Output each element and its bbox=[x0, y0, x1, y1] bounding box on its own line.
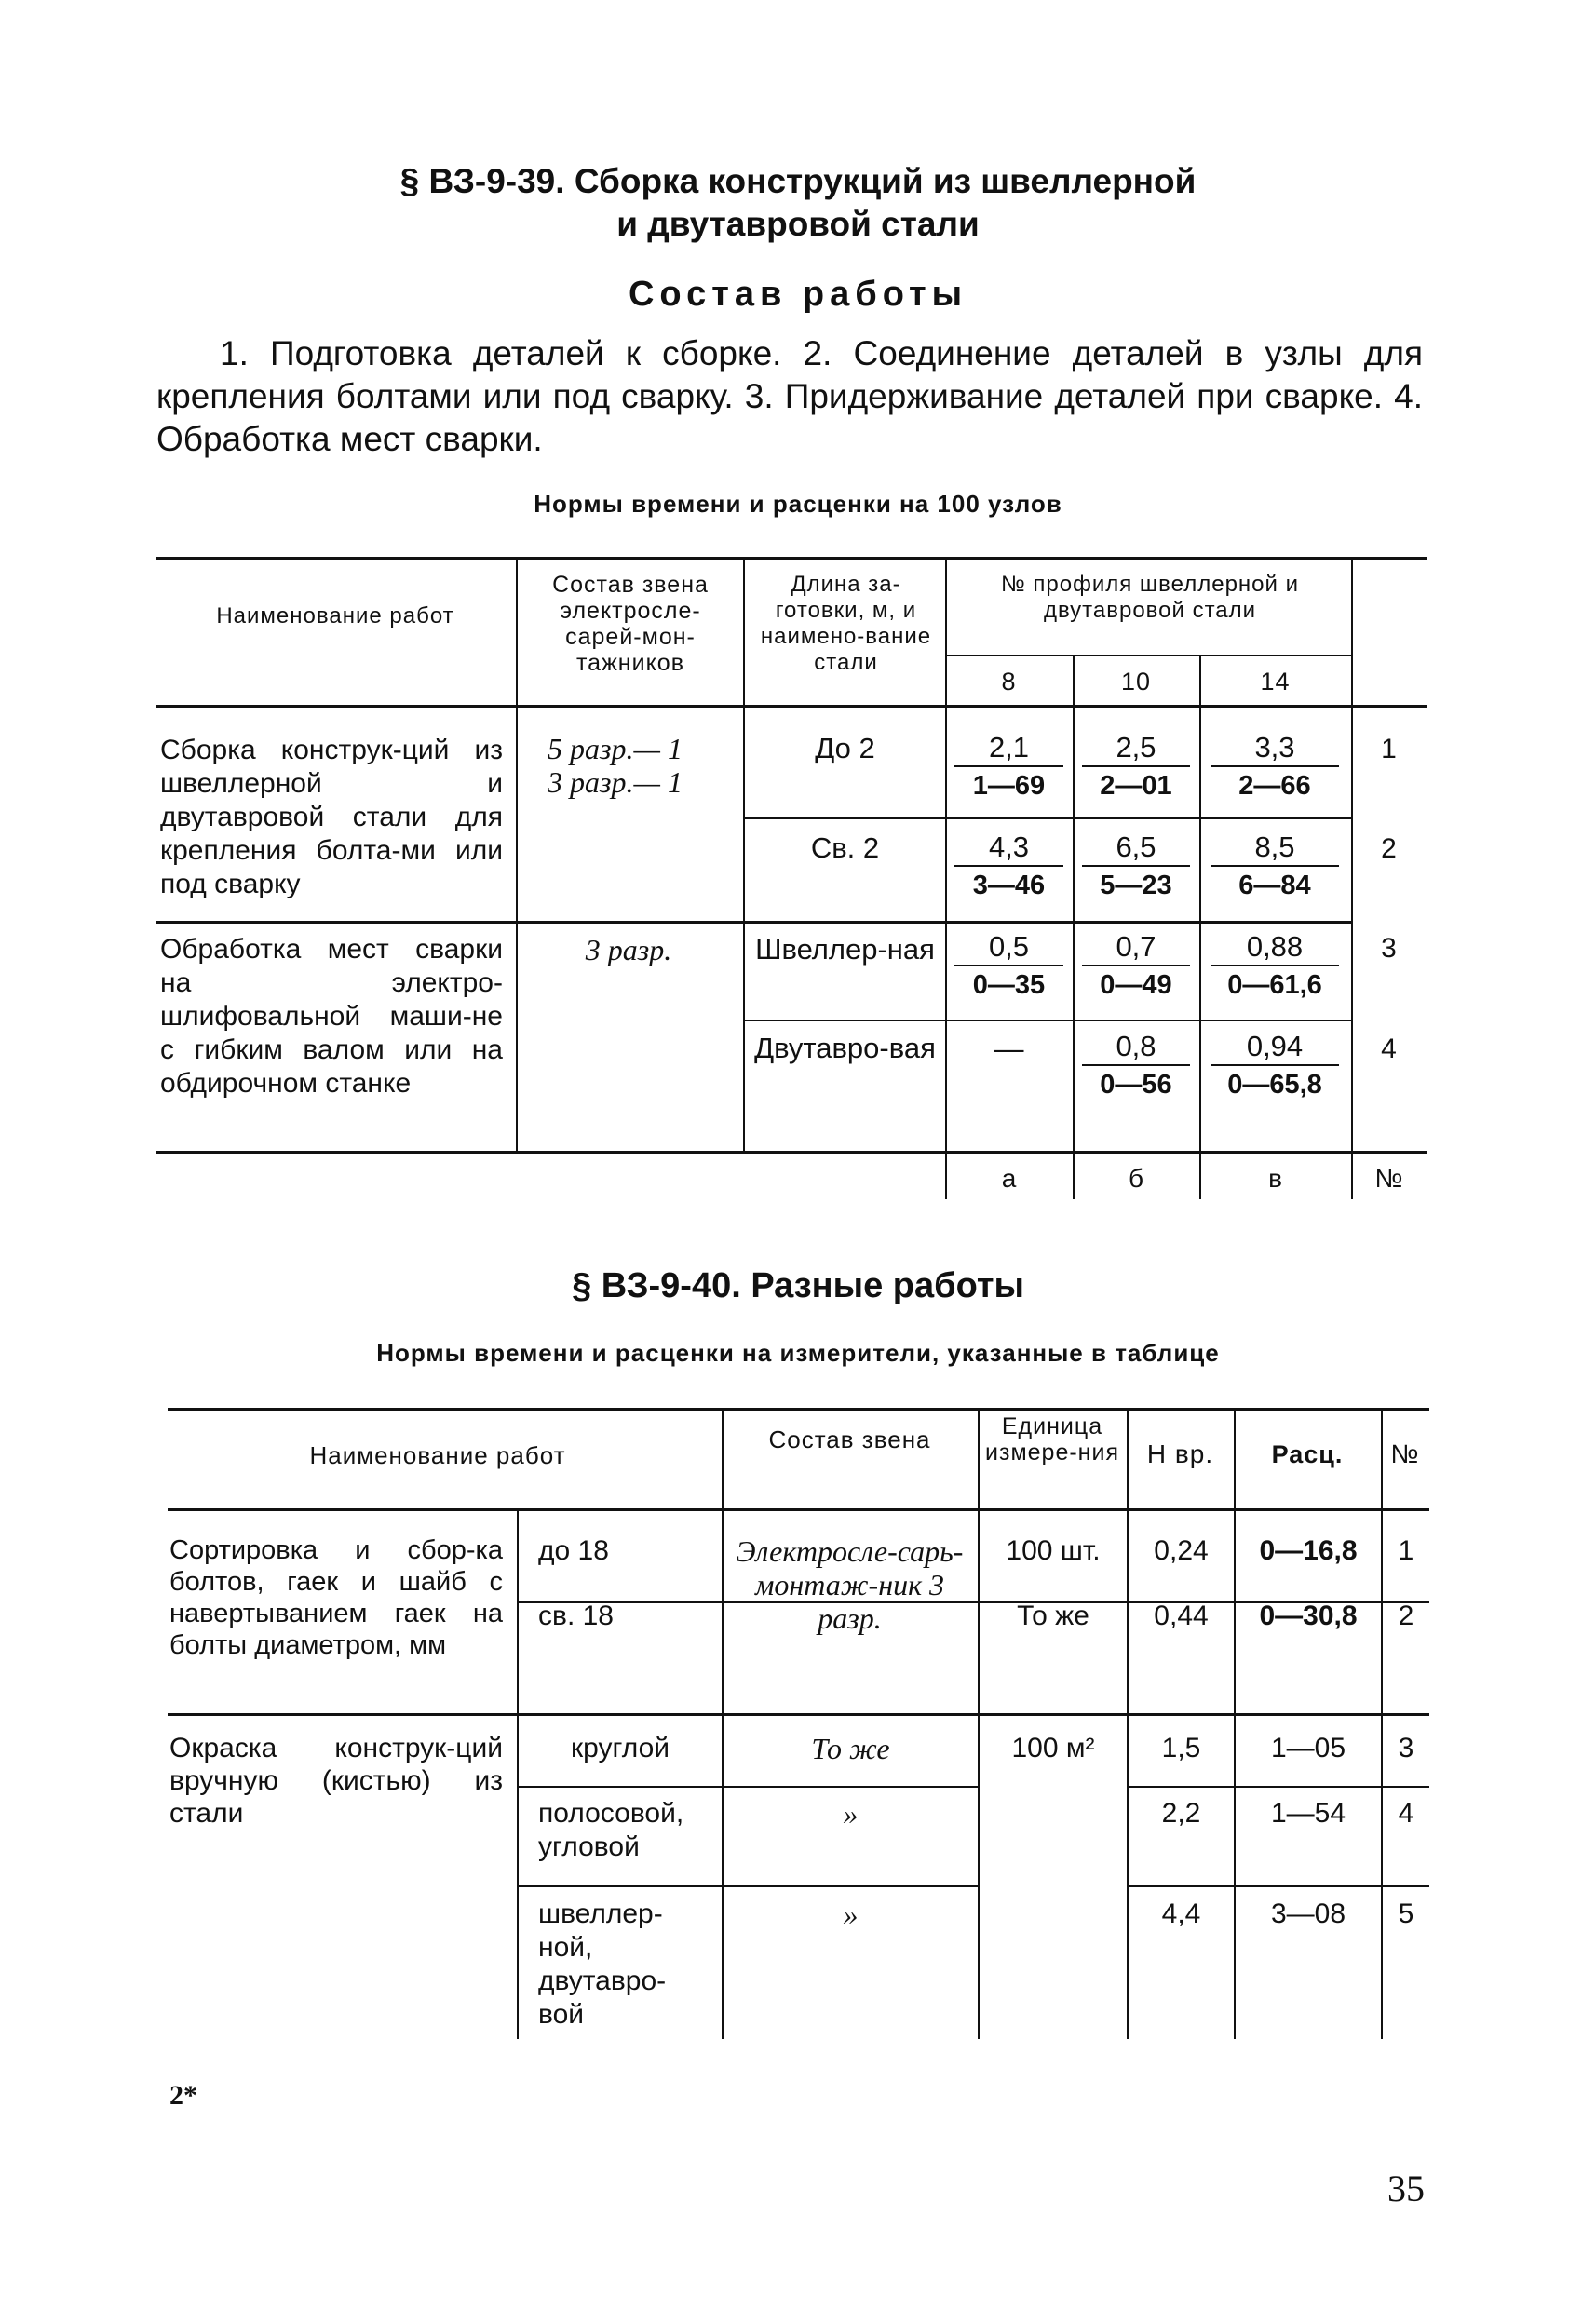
t2-row2-norm: 0,44 bbox=[1154, 1601, 1209, 1631]
t1-footer-no: № bbox=[1374, 1164, 1403, 1193]
t2-row3-crew: То же bbox=[811, 1732, 890, 1765]
t2-header-price: Расц. bbox=[1271, 1440, 1344, 1468]
t2-row4-sub: полосовой, угловой bbox=[538, 1798, 684, 1862]
t2-header-no: № bbox=[1390, 1439, 1420, 1468]
t2-header-crew: Состав звена bbox=[768, 1425, 931, 1453]
t2-header-norm: Н вр. bbox=[1146, 1439, 1214, 1468]
t2-row3-norm: 1,5 bbox=[1161, 1733, 1201, 1763]
t1-row2-length: Св. 2 bbox=[810, 831, 880, 864]
t1-row3-no: 3 bbox=[1381, 933, 1397, 964]
t2-row3-no: 3 bbox=[1398, 1733, 1414, 1763]
table2-caption: Нормы времени и расценки на измерители, указанные в таблице bbox=[376, 1339, 1220, 1367]
t1-group2-crew: 3 разр. bbox=[585, 933, 672, 966]
t1-footer-a: а bbox=[1001, 1164, 1017, 1193]
t1-row4-col14: $\frac{0,94}{0—65,8}$ bbox=[1211, 1029, 1339, 1103]
composition-heading: Состав работы bbox=[628, 275, 968, 314]
t2-row2-no: 2 bbox=[1398, 1601, 1414, 1631]
t1-row2-col8: $\frac{4,3}{3—46}$ bbox=[954, 830, 1063, 904]
t1-row3-col10: $\frac{0,7}{0—49}$ bbox=[1082, 929, 1190, 1004]
t2-row1-price: 0—16,8 bbox=[1259, 1535, 1358, 1566]
t1-row2-col14: $\frac{8,5}{6—84}$ bbox=[1211, 830, 1339, 904]
t2-group1-name: Сортировка и сбор-ка болтов, гаек и шайб с навертыванием гаек на болты диаметром, мм bbox=[169, 1535, 503, 1660]
t1-header-length: Длина за-готовки, м, и наимено-вание стали bbox=[760, 572, 932, 675]
composition-text: 1. Подготовка деталей к сборке. 2. Соединение деталей в узлы для крепления болтами или под сварку. 3. Придерживание деталей при сварке. 4. Обработка мест сварки. bbox=[156, 334, 1423, 458]
t2-row1-norm: 0,24 bbox=[1154, 1535, 1209, 1566]
t2-header-unit: Единица измере-ния bbox=[985, 1413, 1119, 1466]
t2-header-name: Наименование работ bbox=[309, 1441, 566, 1469]
t1-row1-no: 1 bbox=[1381, 734, 1397, 764]
t1-group1-name: Сборка конструк-ций из швеллерной и двутавровой стали для крепления болта-ми или под сварку bbox=[160, 735, 503, 899]
t1-row1-col14: $\frac{3,3}{2—66}$ bbox=[1211, 730, 1339, 804]
t2-row5-sub: швеллер-ной, двутавро-вой bbox=[538, 1898, 667, 2030]
t1-header-profile-8: 8 bbox=[1001, 668, 1017, 696]
t2-row2-unit: То же bbox=[1017, 1601, 1089, 1631]
t2-row5-norm: 4,4 bbox=[1161, 1898, 1201, 1929]
t2-group1-crew: Электросле-сарь-монтаж-ник 3 разр. bbox=[736, 1534, 964, 1635]
t1-header-name: Наименование работ bbox=[216, 603, 454, 628]
section-title-line2: и двутавровой стали bbox=[616, 205, 980, 243]
t2-group2-name: Окраска конструк-ций вручную (кистью) из стали bbox=[169, 1733, 503, 1829]
t2-row4-price: 1—54 bbox=[1270, 1798, 1346, 1829]
t1-footer-v: в bbox=[1268, 1164, 1282, 1193]
t1-row1-col8: $\frac{2,1}{1—69}$ bbox=[954, 730, 1063, 804]
t1-row3-length: Швеллер-ная bbox=[755, 933, 935, 966]
t1-row4-no: 4 bbox=[1381, 1033, 1397, 1064]
t1-group1-crew-1: 5 разр.— 1 bbox=[548, 732, 683, 765]
t2-row4-crew: » bbox=[843, 1797, 859, 1830]
t2-row4-no: 4 bbox=[1398, 1798, 1414, 1829]
t2-row1-unit: 100 шт. bbox=[1006, 1535, 1101, 1566]
t1-header-profile-10: 10 bbox=[1120, 668, 1152, 696]
t1-row1-length: До 2 bbox=[815, 732, 875, 764]
t2-row5-price: 3—08 bbox=[1270, 1898, 1346, 1929]
t2-row2-price: 0—30,8 bbox=[1259, 1601, 1358, 1631]
t1-row1-col10: $\frac{2,5}{2—01}$ bbox=[1082, 730, 1190, 804]
t1-group1-crew-2: 3 разр.— 1 bbox=[548, 765, 683, 799]
t2-group2-unit: 100 м² bbox=[1011, 1733, 1095, 1763]
t2-row3-sub: круглой bbox=[570, 1733, 670, 1763]
section2-title: § ВЗ-9-40. Разные работы bbox=[572, 1266, 1024, 1305]
t2-row2-sub: св. 18 bbox=[538, 1601, 614, 1631]
t1-row4-length: Двутавро-вая bbox=[754, 1032, 936, 1064]
t1-row2-no: 2 bbox=[1381, 833, 1397, 864]
signature-mark: 2* bbox=[169, 2080, 197, 2111]
t1-row4-col8-dash: — bbox=[994, 1032, 1024, 1065]
t1-header-crew: Состав звена электросле-сарей-мон-тажников bbox=[552, 572, 709, 676]
t1-header-profile: № профиля швеллерной и двутавровой стали bbox=[1001, 572, 1299, 623]
t1-row2-col10: $\frac{6,5}{5—23}$ bbox=[1082, 830, 1190, 904]
section-title-line1: § ВЗ-9-39. Сборка конструкций из швеллерной bbox=[399, 162, 1197, 200]
t1-row3-col14: $\frac{0,88}{0—61,6}$ bbox=[1211, 929, 1339, 1004]
t2-row4-norm: 2,2 bbox=[1161, 1798, 1201, 1829]
t1-group2-name: Обработка мест сварки на электро-шлифовальной маши-не с гибким валом или на обдирочном станке bbox=[160, 934, 503, 1099]
t1-header-profile-14: 14 bbox=[1260, 668, 1291, 696]
t1-row4-col10: $\frac{0,8}{0—56}$ bbox=[1082, 1029, 1190, 1103]
t1-row3-col8: $\frac{0,5}{0—35}$ bbox=[954, 929, 1063, 1004]
t2-row3-price: 1—05 bbox=[1270, 1733, 1346, 1763]
t2-row1-no: 1 bbox=[1398, 1535, 1414, 1566]
page-number: 35 bbox=[1387, 2168, 1425, 2209]
t2-row5-crew: » bbox=[843, 1898, 859, 1931]
t2-row5-no: 5 bbox=[1398, 1898, 1414, 1929]
t1-footer-b: б bbox=[1128, 1164, 1144, 1193]
table1-caption: Нормы времени и расценки на 100 узлов bbox=[534, 490, 1062, 518]
t2-row1-sub: до 18 bbox=[538, 1535, 609, 1566]
